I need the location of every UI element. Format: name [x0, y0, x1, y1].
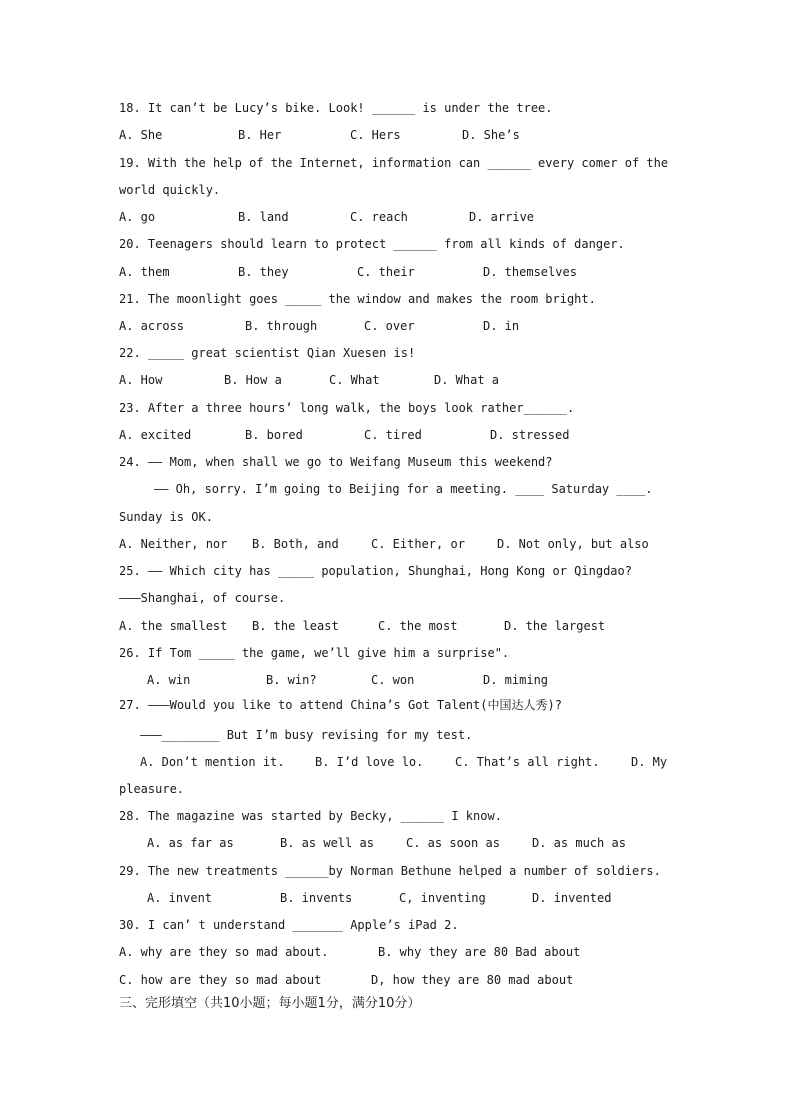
question-20	[119, 236, 625, 252]
option-c: C. over	[364, 319, 415, 333]
question-28	[119, 808, 502, 824]
option-a: A. Don’t mention it.	[140, 755, 285, 769]
option-a: A. win	[147, 673, 191, 687]
question-stem: —— Which city has _____ population, Shunghai, Hong Kong or Qingdao?	[147, 564, 632, 578]
question-30	[119, 917, 459, 933]
option-a: A. across	[119, 319, 185, 333]
option-a: A. excited	[119, 428, 192, 442]
question-number: 23.	[119, 401, 141, 415]
option-d: D. the largest	[504, 619, 606, 633]
option-a: A. as far as	[147, 836, 234, 850]
option-d-continued: pleasure.	[119, 782, 185, 796]
question-27	[119, 697, 562, 713]
question-stem: ———Would you like to attend China’s Got Talent(中国达人秀)?	[147, 698, 562, 712]
question-stem: The new treatments ______by Norman Bethune helped a number of soldiers.	[147, 864, 661, 878]
question-stem-continued: world quickly.	[119, 183, 221, 197]
question-number: 18.	[119, 101, 141, 115]
question-number: 20.	[119, 237, 141, 251]
option-d: D. miming	[483, 673, 549, 687]
option-b: B. land	[238, 210, 289, 224]
question-stem: I can’ t understand _______ Apple’s iPad 2.	[147, 918, 459, 932]
question-stem-continued: —— Oh, sorry. I’m going to Beijing for a meeting. ____ Saturday ____.	[154, 482, 653, 496]
option-b: B. the least	[252, 619, 339, 633]
option-c: C. as soon as	[406, 836, 500, 850]
option-b: B. bored	[245, 428, 303, 442]
question-number: 22.	[119, 346, 141, 360]
question-18	[119, 100, 553, 116]
option-d: D. arrive	[469, 210, 535, 224]
question-stem: —— Mom, when shall we go to Weifang Museum this weekend?	[147, 455, 553, 469]
option-b: B. I’d love lo.	[315, 755, 424, 769]
option-d: D. invented	[532, 891, 612, 905]
option-a: A. Neither, nor	[119, 537, 228, 551]
option-a: A. invent	[147, 891, 213, 905]
question-25	[119, 563, 632, 579]
option-c: C. how are they so mad about	[119, 973, 322, 987]
question-stem-continued: Sunday is OK.	[119, 510, 213, 524]
question-stem-continued: ———________ But I’m busy revising for my test.	[140, 728, 473, 742]
option-a: A. the smallest	[119, 619, 228, 633]
question-29	[119, 863, 661, 879]
question-number: 27.	[119, 698, 141, 712]
question-stem: After a three hours’ long walk, the boys look rather______.	[147, 401, 575, 415]
option-b: B. Both, and	[252, 537, 339, 551]
question-22	[119, 345, 415, 361]
option-a: A. How	[119, 373, 163, 387]
option-d: D. What a	[434, 373, 500, 387]
question-number: 29.	[119, 864, 141, 878]
section-heading: 三、完形填空（共10小题；每小题1分，满分10分）	[119, 996, 421, 1011]
option-b: B. through	[245, 319, 318, 333]
question-stem: The magazine was started by Becky, ______ I know.	[147, 809, 502, 823]
question-stem: If Tom _____ the game, we’ll give him a surprise".	[147, 646, 510, 660]
option-d: D, how they are 80 mad about	[371, 973, 574, 987]
question-number: 26.	[119, 646, 141, 660]
question-stem: It can’t be Lucy’s bike. Look! ______ is under the tree.	[147, 101, 553, 115]
option-b: B. invents	[280, 891, 353, 905]
option-c: C, inventing	[399, 891, 486, 905]
option-d: D. My	[631, 755, 668, 769]
option-c: C. tired	[364, 428, 422, 442]
question-stem: The moonlight goes _____ the window and makes the room bright.	[147, 292, 596, 306]
question-number: 21.	[119, 292, 141, 306]
option-b: B. they	[238, 265, 289, 279]
question-number: 28.	[119, 809, 141, 823]
option-d: D. in	[483, 319, 520, 333]
question-number: 25.	[119, 564, 141, 578]
option-d: D. Not only, but also	[497, 537, 649, 551]
option-b: B. How a	[224, 373, 282, 387]
question-23	[119, 400, 574, 416]
option-a: A. go	[119, 210, 156, 224]
question-stem: Teenagers should learn to protect ______ from all kinds of danger.	[147, 237, 625, 251]
option-c: C. Either, or	[371, 537, 465, 551]
option-c: C. reach	[350, 210, 408, 224]
question-number: 19.	[119, 156, 141, 170]
question-24	[119, 454, 553, 470]
question-number: 24.	[119, 455, 141, 469]
option-d: D. She’s	[462, 128, 520, 142]
question-stem-continued: ———Shanghai, of course.	[119, 591, 286, 605]
question-19	[119, 155, 668, 171]
option-b: B. Her	[238, 128, 282, 142]
option-b: B. win?	[266, 673, 317, 687]
option-a: A. why are they so mad about.	[119, 945, 329, 959]
option-d: D. as much as	[532, 836, 626, 850]
option-c: C. Hers	[350, 128, 401, 142]
option-d: D. stressed	[490, 428, 570, 442]
option-b: B. as well as	[280, 836, 374, 850]
question-stem: _____ great scientist Qian Xuesen is!	[147, 346, 416, 360]
option-a: A. them	[119, 265, 170, 279]
option-c: C. That’s all right.	[455, 755, 600, 769]
option-c: C. their	[357, 265, 415, 279]
option-a: A. She	[119, 128, 163, 142]
option-c: C. What	[329, 373, 380, 387]
option-d: D. themselves	[483, 265, 577, 279]
question-stem: With the help of the Internet, information can ______ every comer of the	[147, 156, 669, 170]
question-21	[119, 291, 596, 307]
option-c: C. the most	[378, 619, 458, 633]
option-c: C. won	[371, 673, 415, 687]
option-b: B. why they are 80 Bad about	[378, 945, 581, 959]
question-number: 30.	[119, 918, 141, 932]
question-26	[119, 645, 509, 661]
